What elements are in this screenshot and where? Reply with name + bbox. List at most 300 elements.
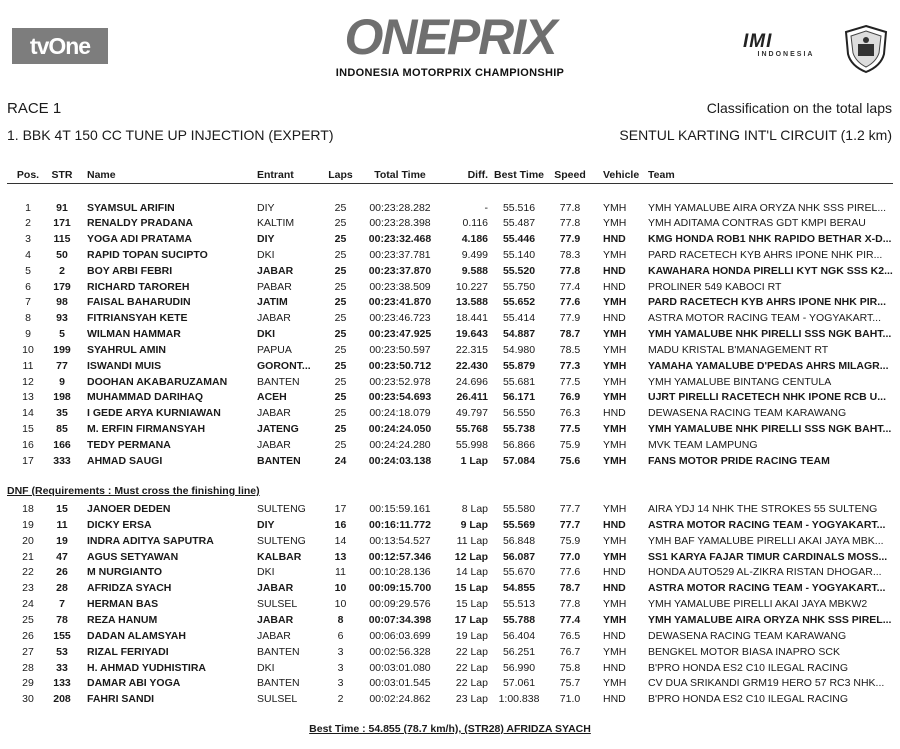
table-row — [0, 279, 900, 295]
speed-cell: 77.8 — [559, 217, 581, 230]
name-cell: RENALDY PRADANA — [87, 217, 193, 230]
table-row — [0, 580, 900, 596]
best-time-cell: 56.171 — [502, 391, 536, 404]
entrant-cell: BANTEN — [257, 645, 300, 658]
table-row — [0, 247, 900, 263]
best-time-cell: 55.140 — [502, 248, 536, 261]
speed-cell: 76.9 — [559, 391, 581, 404]
diff-cell: 19 Lap — [455, 629, 488, 642]
total-time-cell: 00:23:28.282 — [369, 201, 431, 214]
diff-cell: 9 Lap — [460, 518, 488, 531]
speed-cell: 77.3 — [559, 359, 581, 372]
team-cell: KAWAHARA HONDA PIRELLI KYT NGK SSS K2... — [648, 264, 893, 277]
pos-cell: 11 — [22, 359, 34, 372]
best-time-cell: 54.980 — [502, 343, 536, 356]
entrant-cell: SULTENG — [257, 503, 306, 515]
vehicle-cell: YMH — [603, 343, 627, 356]
vehicle-cell: YMH — [603, 217, 627, 230]
vehicle-cell: YMH — [603, 645, 627, 658]
dnf-title: DNF (Requirements : Must cross the finishing line) — [7, 485, 260, 497]
str-cell: 9 — [59, 375, 65, 388]
pos-cell: 14 — [22, 407, 34, 420]
col-best-time: Best Time — [494, 169, 544, 181]
best-time-cell: 56.990 — [502, 661, 536, 674]
team-cell: YMH YAMALUBE AIRA ORYZA NHK SSS PIREL... — [648, 201, 887, 214]
laps-cell: 13 — [334, 550, 347, 563]
vehicle-cell: YMH — [603, 248, 627, 261]
speed-cell: 76.5 — [559, 629, 581, 642]
diff-cell: 23 Lap — [455, 693, 488, 706]
entrant-cell: JABAR — [257, 629, 291, 642]
laps-cell: 25 — [334, 296, 347, 309]
laps-cell: 8 — [337, 613, 344, 626]
name-cell: RAPID TOPAN SUCIPTO — [87, 248, 208, 261]
str-cell: 2 — [59, 264, 65, 277]
name-cell: ISWANDI MUIS — [87, 359, 162, 372]
total-time-cell: 00:23:32.468 — [368, 233, 432, 246]
diff-cell: 22 Lap — [455, 645, 488, 658]
laps-cell: 25 — [334, 375, 347, 388]
diff-cell: 15 Lap — [454, 582, 488, 595]
vehicle-cell: YMH — [603, 296, 627, 309]
entrant-cell: DIY — [257, 201, 275, 214]
diff-cell: 22 Lap — [455, 661, 488, 674]
laps-cell: 17 — [334, 503, 347, 515]
col-pos: Pos. — [16, 169, 40, 181]
best-time-cell: 55.738 — [502, 422, 536, 435]
speed-cell: 75.9 — [559, 438, 581, 451]
laps-cell: 6 — [337, 629, 344, 642]
class-title: 1. BBK 4T 150 CC TUNE UP INJECTION (EXPERT) — [7, 127, 334, 143]
best-time-cell: 54.887 — [502, 328, 536, 341]
table-row — [0, 549, 900, 565]
table-row — [0, 533, 900, 549]
name-cell: FAHRI SANDI — [87, 693, 155, 706]
table-row — [0, 310, 900, 326]
str-cell: 91 — [56, 201, 68, 214]
best-time-cell: 57.084 — [502, 454, 536, 467]
name-cell: MUHAMMAD DARIHAQ — [87, 391, 204, 404]
col-entrant: Entrant — [257, 169, 294, 181]
team-cell: UJRT PIRELLI RACETECH NHK IPONE RCB U... — [648, 391, 887, 404]
header-divider — [7, 183, 893, 184]
pos-cell: 18 — [22, 503, 34, 515]
table-row — [0, 358, 900, 374]
name-cell: DICKY ERSA — [87, 518, 152, 531]
speed-cell: 77.8 — [559, 264, 581, 277]
total-time-cell: 00:02:56.328 — [369, 645, 431, 658]
speed-cell: 77.5 — [559, 375, 581, 388]
entrant-cell: KALBAR — [257, 550, 302, 563]
vehicle-cell: HND — [603, 264, 626, 277]
speed-cell: 77.4 — [559, 280, 581, 293]
str-cell: 28 — [56, 582, 68, 595]
name-cell: AHMAD SAUGI — [87, 454, 163, 467]
col-total-time: Total Time — [374, 169, 426, 181]
team-cell: BENGKEL MOTOR BIASA INAPRO SCK — [648, 645, 840, 658]
total-time-cell: 00:16:11.772 — [369, 518, 431, 531]
name-cell: BOY ARBI FEBRI — [87, 264, 173, 277]
table-row — [0, 628, 900, 644]
pos-cell: 29 — [22, 677, 34, 690]
table-row — [0, 215, 900, 231]
vehicle-cell: YMH — [603, 503, 627, 515]
speed-cell: 77.7 — [559, 503, 581, 515]
str-cell: 333 — [53, 454, 71, 467]
pos-cell: 4 — [25, 248, 31, 261]
speed-cell: 77.8 — [559, 598, 581, 611]
name-cell: INDRA ADITYA SAPUTRA — [87, 534, 214, 547]
entrant-cell: JABAR — [257, 582, 294, 595]
laps-cell: 3 — [337, 645, 344, 658]
best-time-cell: 55.569 — [502, 518, 536, 531]
str-cell: 198 — [53, 391, 71, 404]
total-time-cell: 00:23:28.398 — [369, 217, 431, 230]
name-cell: HERMAN BAS — [87, 598, 159, 611]
diff-cell: 55.998 — [455, 438, 488, 451]
results-table-header — [0, 167, 900, 183]
laps-cell: 2 — [337, 693, 344, 706]
entrant-cell: SULSEL — [257, 598, 298, 611]
name-cell: REZA HANUM — [87, 613, 158, 626]
best-time-cell: 55.487 — [502, 217, 536, 230]
table-row — [0, 596, 900, 612]
team-cell: MADU KRISTAL B'MANAGEMENT RT — [648, 343, 829, 356]
team-cell: PARD RACETECH KYB AHRS IPONE NHK PIR... — [648, 296, 887, 309]
speed-cell: 77.8 — [559, 201, 581, 214]
str-cell: 133 — [53, 677, 71, 690]
diff-cell: 19.643 — [455, 328, 488, 341]
vehicle-cell: YMH — [603, 677, 627, 690]
speed-cell: 77.9 — [559, 312, 581, 325]
speed-cell: 78.7 — [559, 328, 581, 341]
entrant-cell: DKI — [257, 566, 275, 579]
speed-cell: 77.9 — [559, 233, 581, 246]
laps-cell: 25 — [334, 391, 347, 404]
str-cell: 179 — [53, 280, 71, 293]
name-cell: RICHARD TAROREH — [87, 280, 190, 293]
total-time-cell: 00:24:03.138 — [368, 454, 432, 467]
laps-cell: 25 — [334, 201, 347, 214]
total-time-cell: 00:23:50.712 — [368, 359, 432, 372]
name-cell: FITRIANSYAH KETE — [87, 312, 188, 325]
table-row — [0, 501, 900, 517]
speed-cell: 71.0 — [559, 693, 581, 706]
total-time-cell: 00:23:54.693 — [368, 391, 432, 404]
team-cell: ASTRA MOTOR RACING TEAM - YOGYAKART... — [648, 518, 886, 531]
name-cell: I GEDE ARYA KURNIAWAN — [87, 407, 221, 420]
speed-cell: 77.6 — [559, 296, 581, 309]
entrant-cell: JABAR — [257, 407, 291, 420]
laps-cell: 11 — [335, 566, 346, 579]
laps-cell: 25 — [334, 312, 347, 325]
entrant-cell: KALTIM — [257, 217, 295, 230]
diff-cell: 49.797 — [455, 407, 488, 420]
laps-cell: 25 — [334, 343, 347, 356]
pos-cell: 12 — [22, 375, 34, 388]
vehicle-cell: YMH — [603, 391, 627, 404]
laps-cell: 3 — [337, 677, 344, 690]
vehicle-cell: HND — [603, 312, 626, 325]
best-time-cell: 55.879 — [502, 359, 536, 372]
classification-label: Classification on the total laps — [706, 100, 892, 116]
diff-cell: 4.186 — [461, 233, 488, 246]
vehicle-cell: HND — [603, 661, 626, 674]
str-cell: 78 — [56, 613, 68, 626]
str-cell: 5 — [59, 328, 65, 341]
best-time-cell: 57.061 — [502, 677, 536, 690]
pos-cell: 28 — [22, 661, 34, 674]
pos-cell: 22 — [22, 566, 34, 579]
best-time-cell: 55.681 — [502, 375, 536, 388]
laps-cell: 25 — [334, 407, 347, 420]
name-cell: AFRIDZA SYACH — [87, 582, 172, 595]
speed-cell: 76.3 — [559, 407, 581, 420]
total-time-cell: 00:15:59.161 — [369, 503, 431, 515]
speed-cell: 78.5 — [559, 343, 581, 356]
vehicle-cell: HND — [603, 693, 626, 706]
best-time-cell: 56.251 — [502, 645, 536, 658]
entrant-cell: BANTEN — [257, 677, 300, 690]
pos-cell: 27 — [22, 645, 34, 658]
col-laps: Laps — [328, 169, 353, 181]
str-cell: 166 — [53, 438, 71, 451]
entrant-cell: PAPUA — [257, 343, 292, 356]
name-cell: JANOER DEDEN — [87, 503, 171, 515]
vehicle-cell: HND — [603, 280, 626, 293]
team-cell: B'PRO HONDA ES2 C10 ILEGAL RACING — [648, 693, 849, 706]
str-cell: 77 — [56, 359, 68, 372]
race-title: RACE 1 — [7, 100, 62, 117]
total-time-cell: 00:24:24.050 — [368, 422, 432, 435]
table-row — [0, 294, 900, 310]
table-row — [0, 200, 900, 216]
table-row — [0, 421, 900, 437]
diff-cell: 14 Lap — [455, 566, 488, 579]
pos-cell: 15 — [22, 422, 34, 435]
diff-cell: 24.696 — [455, 375, 488, 388]
pos-cell: 8 — [25, 312, 31, 325]
entrant-cell: BANTEN — [257, 454, 301, 467]
imi-logo-subtitle: INDONESIA — [757, 51, 815, 58]
vehicle-cell: YMH — [603, 328, 627, 341]
pos-cell: 24 — [22, 598, 34, 611]
vehicle-cell: HND — [603, 407, 626, 420]
speed-cell: 77.7 — [559, 518, 581, 531]
entrant-cell: BANTEN — [257, 375, 300, 388]
speed-cell: 77.0 — [559, 550, 581, 563]
team-cell: YMH YAMALUBE NHK PIRELLI SSS NGK BAHT... — [648, 422, 892, 435]
best-time-cell: 56.087 — [502, 550, 536, 563]
best-time-cell: 55.446 — [502, 233, 536, 246]
entrant-cell: DKI — [257, 248, 275, 261]
str-cell: 155 — [53, 629, 71, 642]
str-cell: 26 — [56, 566, 68, 579]
name-cell: DAMAR ABI YOGA — [87, 677, 181, 690]
team-cell: YMH YAMALUBE AIRA ORYZA NHK SSS PIREL... — [648, 613, 892, 626]
pos-cell: 3 — [25, 233, 31, 246]
col-vehicle: Vehicle — [603, 169, 639, 181]
entrant-cell: SULTENG — [257, 534, 306, 547]
total-time-cell: 00:10:28.136 — [369, 566, 431, 579]
str-cell: 50 — [56, 248, 68, 261]
total-time-cell: 00:23:47.925 — [368, 328, 432, 341]
best-time-note: Best Time : 54.855 (78.7 km/h), (STR28) AFRIDZA SYACH — [309, 723, 591, 735]
oneprix-logo: ONEPRIX — [344, 9, 556, 65]
team-cell: YAMAHA YAMALUBE D'PEDAS AHRS MILAGR... — [648, 359, 889, 372]
name-cell: YOGA ADI PRATAMA — [87, 233, 192, 246]
best-time-cell: 55.516 — [502, 201, 536, 214]
team-cell: PARD RACETECH KYB AHRS IPONE NHK PIR... — [648, 248, 883, 261]
diff-cell: 17 Lap — [454, 613, 488, 626]
laps-cell: 25 — [334, 280, 347, 293]
name-cell: AGUS SETYAWAN — [87, 550, 179, 563]
total-time-cell: 00:24:24.280 — [369, 438, 431, 451]
team-cell: DEWASENA RACING TEAM KARAWANG — [648, 407, 847, 420]
laps-cell: 25 — [334, 217, 347, 230]
str-cell: 11 — [56, 518, 68, 531]
diff-cell: 1 Lap — [460, 454, 488, 467]
speed-cell: 77.6 — [559, 566, 581, 579]
speed-cell: 75.7 — [559, 677, 581, 690]
team-cell: DEWASENA RACING TEAM KARAWANG — [648, 629, 847, 642]
best-time-cell: 55.580 — [502, 503, 536, 515]
diff-cell: 22 Lap — [455, 677, 488, 690]
best-time-cell: 55.414 — [502, 312, 536, 325]
vehicle-cell: YMH — [603, 598, 627, 611]
str-cell: 171 — [53, 217, 71, 230]
diff-cell: 13.588 — [455, 296, 488, 309]
name-cell: WILMAN HAMMAR — [87, 328, 181, 341]
str-cell: 15 — [56, 503, 68, 515]
laps-cell: 10 — [334, 582, 347, 595]
best-time-cell: 56.848 — [502, 534, 536, 547]
diff-cell: 18.441 — [455, 312, 488, 325]
pos-cell: 25 — [22, 613, 34, 626]
team-cell: ASTRA MOTOR RACING TEAM - YOGYAKART... — [648, 582, 886, 595]
team-cell: HONDA AUTO529 AL-ZIKRA RISTAN DHOGAR... — [648, 566, 882, 579]
best-time-cell: 56.550 — [502, 407, 536, 420]
col-diff: Diff. — [467, 169, 488, 181]
best-time-cell: 1:00.838 — [498, 693, 540, 706]
vehicle-cell: HND — [603, 233, 626, 246]
entrant-cell: DKI — [257, 328, 276, 341]
entrant-cell: ACEH — [257, 391, 287, 404]
entrant-cell: PABAR — [257, 280, 292, 293]
table-row — [0, 660, 900, 676]
best-time-cell: 54.855 — [502, 582, 536, 595]
vehicle-cell: YMH — [603, 454, 627, 467]
best-time-cell: 55.652 — [502, 296, 536, 309]
laps-cell: 25 — [334, 438, 347, 451]
team-cell: FANS MOTOR PRIDE RACING TEAM — [648, 454, 830, 467]
oneprix-subtitle: INDONESIA MOTORPRIX CHAMPIONSHIP — [335, 67, 565, 79]
table-row — [0, 342, 900, 358]
entrant-cell: GORONT... — [257, 359, 311, 372]
imi-logo-text: IMI — [743, 31, 773, 52]
speed-cell: 75.9 — [559, 534, 581, 547]
entrant-cell: DIY — [257, 233, 275, 246]
laps-cell: 3 — [337, 661, 344, 674]
team-cell: YMH YAMALUBE PIRELLI AKAI JAYA MBKW2 — [648, 598, 868, 611]
str-cell: 7 — [59, 598, 65, 611]
vehicle-cell: YMH — [603, 534, 627, 547]
table-row — [0, 675, 900, 691]
entrant-cell: JABAR — [257, 312, 291, 325]
laps-cell: 16 — [334, 518, 347, 531]
best-time-cell: 55.513 — [502, 598, 536, 611]
entrant-cell: JABAR — [257, 264, 294, 277]
laps-cell: 25 — [334, 248, 347, 261]
pos-cell: 30 — [22, 693, 34, 706]
diff-cell: 12 Lap — [454, 550, 488, 563]
diff-cell: 11 Lap — [456, 534, 488, 547]
pos-cell: 19 — [22, 518, 34, 531]
team-cell: YMH BAF YAMALUBE PIRELLI AKAI JAYA MBK... — [648, 534, 884, 547]
total-time-cell: 00:09:15.700 — [368, 582, 432, 595]
str-cell: 93 — [56, 312, 68, 325]
total-time-cell: 00:03:01.545 — [369, 677, 431, 690]
diff-cell: - — [484, 201, 488, 214]
pos-cell: 23 — [22, 582, 34, 595]
best-time-cell: 56.404 — [502, 629, 536, 642]
pos-cell: 10 — [22, 343, 34, 356]
name-cell: M. ERFIN FIRMANSYAH — [87, 422, 206, 435]
entrant-cell: SULSEL — [257, 693, 298, 706]
vehicle-cell: YMH — [603, 359, 627, 372]
diff-cell: 9.499 — [461, 248, 488, 261]
vehicle-cell: YMH — [603, 550, 627, 563]
vehicle-cell: YMH — [603, 375, 627, 388]
entrant-cell: JATIM — [257, 296, 288, 309]
team-cell: YMH YAMALUBE BINTANG CENTULA — [648, 375, 832, 388]
pos-cell: 7 — [25, 296, 31, 309]
best-time-cell: 55.788 — [502, 613, 536, 626]
best-time-cell: 55.750 — [502, 280, 536, 293]
best-time-cell: 56.866 — [502, 438, 536, 451]
total-time-cell: 00:13:54.527 — [369, 534, 431, 547]
imi-logo — [743, 33, 829, 61]
entrant-cell: JATENG — [257, 422, 299, 435]
str-cell: 35 — [56, 407, 68, 420]
speed-cell: 75.8 — [559, 661, 581, 674]
diff-cell: 26.411 — [456, 391, 488, 404]
table-row — [0, 453, 900, 469]
best-time-cell: 55.670 — [502, 566, 536, 579]
speed-cell: 77.5 — [559, 422, 581, 435]
total-time-cell: 00:23:52.978 — [369, 375, 431, 388]
entrant-cell: JABAR — [257, 613, 294, 626]
table-row — [0, 389, 900, 405]
total-time-cell: 00:23:46.723 — [369, 312, 431, 325]
circuit-name: SENTUL KARTING INT'L CIRCUIT (1.2 km) — [619, 127, 892, 143]
vehicle-cell: HND — [603, 518, 626, 531]
diff-cell: 15 Lap — [455, 598, 488, 611]
pos-cell: 21 — [22, 550, 34, 563]
speed-cell: 77.4 — [559, 613, 581, 626]
laps-cell: 25 — [334, 264, 347, 277]
speed-cell: 78.7 — [559, 582, 581, 595]
diff-cell: 22.315 — [455, 343, 488, 356]
table-row — [0, 405, 900, 421]
col-str: STR — [51, 169, 73, 181]
name-cell: SYAMSUL ARIFIN — [87, 201, 175, 214]
team-cell: CV DUA SRIKANDI GRM19 HERO 57 RC3 NHK... — [648, 677, 885, 690]
name-cell: DOOHAN AKABARUZAMAN — [87, 375, 228, 388]
vehicle-cell: YMH — [603, 438, 627, 451]
pos-cell: 17 — [22, 454, 34, 467]
diff-cell: 9.588 — [461, 264, 488, 277]
